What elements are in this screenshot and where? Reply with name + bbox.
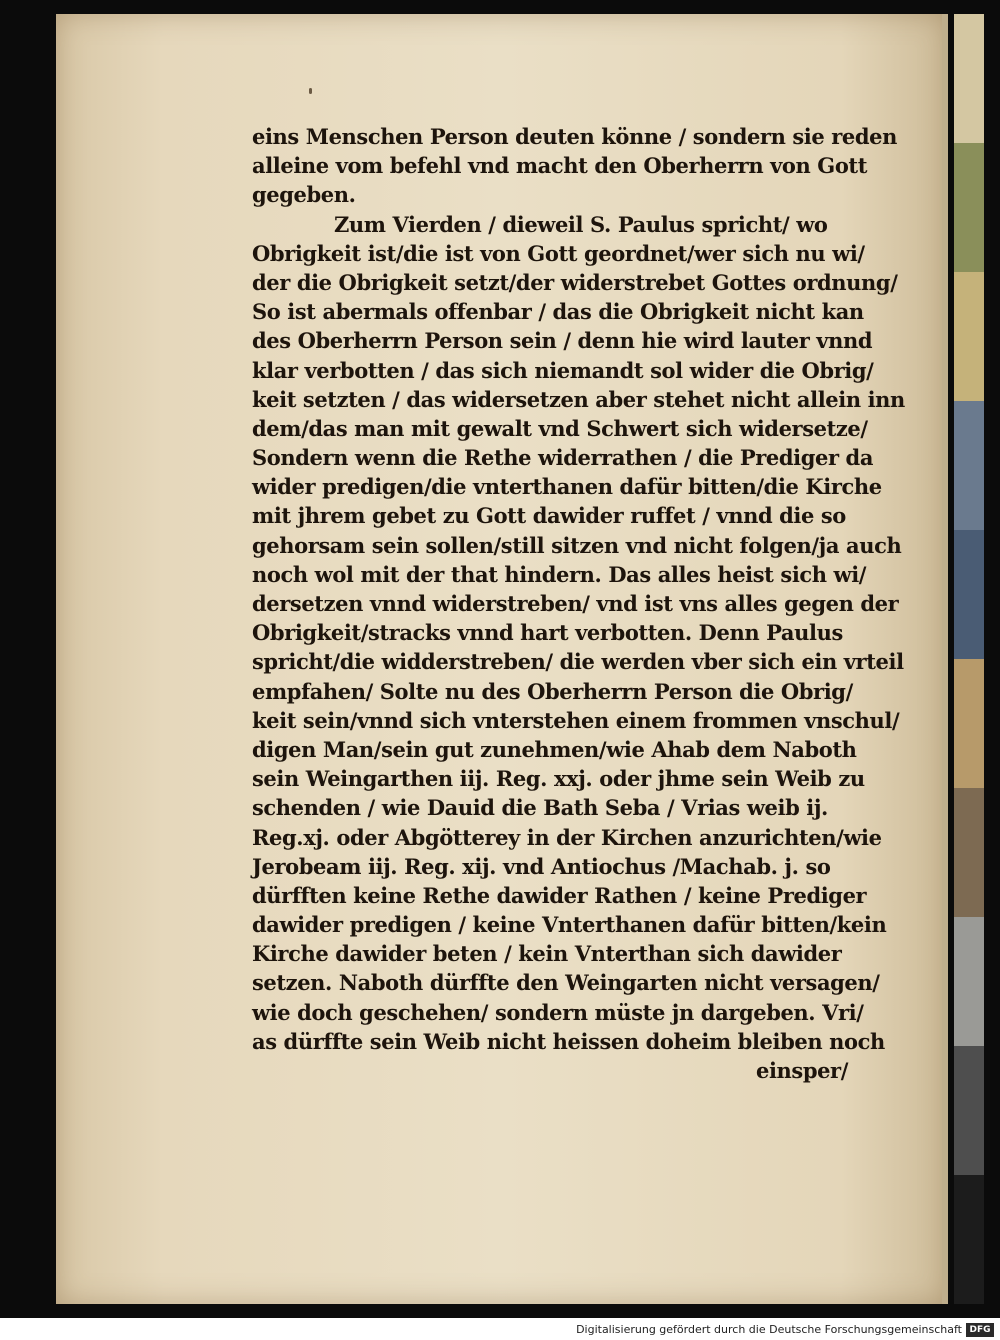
text-line: gehorsam sein sollen/still sitzen vnd nicht folgen/ja auch: [252, 532, 902, 558]
color-swatch: [954, 143, 984, 272]
ink-speck: [309, 88, 312, 94]
page-edge: [942, 14, 948, 1304]
text-line: Sondern wenn die Rethe widerrathen / die Prediger da: [252, 445, 874, 471]
color-swatch: [954, 1175, 984, 1304]
text-line: schenden / wie Dauid die Bath Seba / Vrias weib ij.: [252, 795, 828, 821]
text-line: dem/das man mit gewalt vnd Schwert sich widersetze/: [252, 415, 868, 441]
color-swatch: [954, 788, 984, 917]
text-line: dersetzen vnnd widerstreben/ vnd ist vns alles gegen der: [252, 591, 899, 616]
color-calibration-bar: [954, 14, 984, 1304]
text-line: Reg.xj. oder Abgötterey in der Kirchen anzurichten/wie: [252, 824, 882, 850]
color-swatch: [954, 659, 984, 788]
text-line: dawider predigen / keine Vnterthanen dafür bitten/kein: [252, 912, 887, 938]
text-line: as dürffte sein Weib nicht heissen doheim bleiben noch: [252, 1028, 885, 1054]
color-swatch: [954, 401, 984, 530]
text-line: empfahen/ Solte nu des Oberherrn Person die Obrig/: [252, 678, 853, 704]
color-swatch: [954, 14, 984, 143]
text-line: Zum Vierden / dieweil S. Paulus spricht/ wo: [334, 211, 828, 237]
text-line: Obrigkeit ist/die ist von Gott geordnet/wer sich nu wi/: [252, 240, 865, 266]
footer: [0, 1318, 1000, 1340]
funding-credit: Digitalisierung gefördert durch die Deutsche Forschungsgemeinschaft: [576, 1323, 962, 1336]
text-line: eins Menschen Person deuten könne / sondern sie reden: [252, 124, 897, 149]
text-line: setzen. Naboth dürffte den Weingarten nicht versagen/: [252, 970, 880, 996]
color-swatch: [954, 1046, 984, 1175]
text-line: der die Obrigkeit setzt/der widerstrebet Gottes ordnung/: [252, 269, 898, 295]
text-line: spricht/die widderstreben/ die werden vber sich ein vrteil: [252, 649, 904, 675]
text-line: Kirche dawider beten / kein Vnterthan sich dawider: [252, 941, 842, 967]
text-line: digen Man/sein gut zunehmen/wie Ahab dem Naboth: [252, 736, 857, 762]
catchword: einsper/: [755, 1058, 848, 1083]
color-swatch: [954, 272, 984, 401]
text-line: Obrigkeit/stracks vnnd hart verbotten. Denn Paulus: [252, 620, 843, 646]
dfg-logo: DFG: [966, 1323, 994, 1337]
text-line: wider predigen/die vnterthanen dafür bitten/die Kirche: [252, 474, 882, 500]
text-line: gegeben.: [252, 182, 356, 208]
text-line: klar verbotten / das sich niemandt sol wider die Obrig/: [252, 357, 874, 383]
text-line: mit jhrem gebet zu Gott dawider ruffet / vnnd die so: [252, 503, 846, 529]
text-line: alleine vom befehl vnd macht den Oberherrn von Gott: [252, 153, 868, 179]
text-line: sein Weingarthen iij. Reg. xxj. oder jhme sein Weib zu: [252, 766, 865, 792]
text-line: noch wol mit der that hindern. Das alles heist sich wi/: [252, 561, 867, 587]
text-line: dürfften keine Rethe dawider Rathen / keine Prediger: [252, 882, 867, 908]
text-line: So ist abermals offenbar / das die Obrigkeit nicht kan: [252, 299, 864, 325]
text-line: keit setzten / das widersetzen aber stehet nicht allein inn: [252, 386, 905, 412]
page-text: [252, 122, 905, 1085]
text-line: keit sein/vnnd sich vnterstehen einem frommen vnschul/: [252, 707, 900, 733]
color-swatch: [954, 530, 984, 659]
text-line: Jerobeam iij. Reg. xij. vnd Antiochus /Machab. j. so: [252, 853, 831, 879]
text-line: des Oberherrn Person sein / denn hie wird lauter vnnd: [252, 328, 873, 354]
text-line: wie doch geschehen/ sondern müste jn dargeben. Vri/: [252, 999, 864, 1025]
color-swatch: [954, 917, 984, 1046]
